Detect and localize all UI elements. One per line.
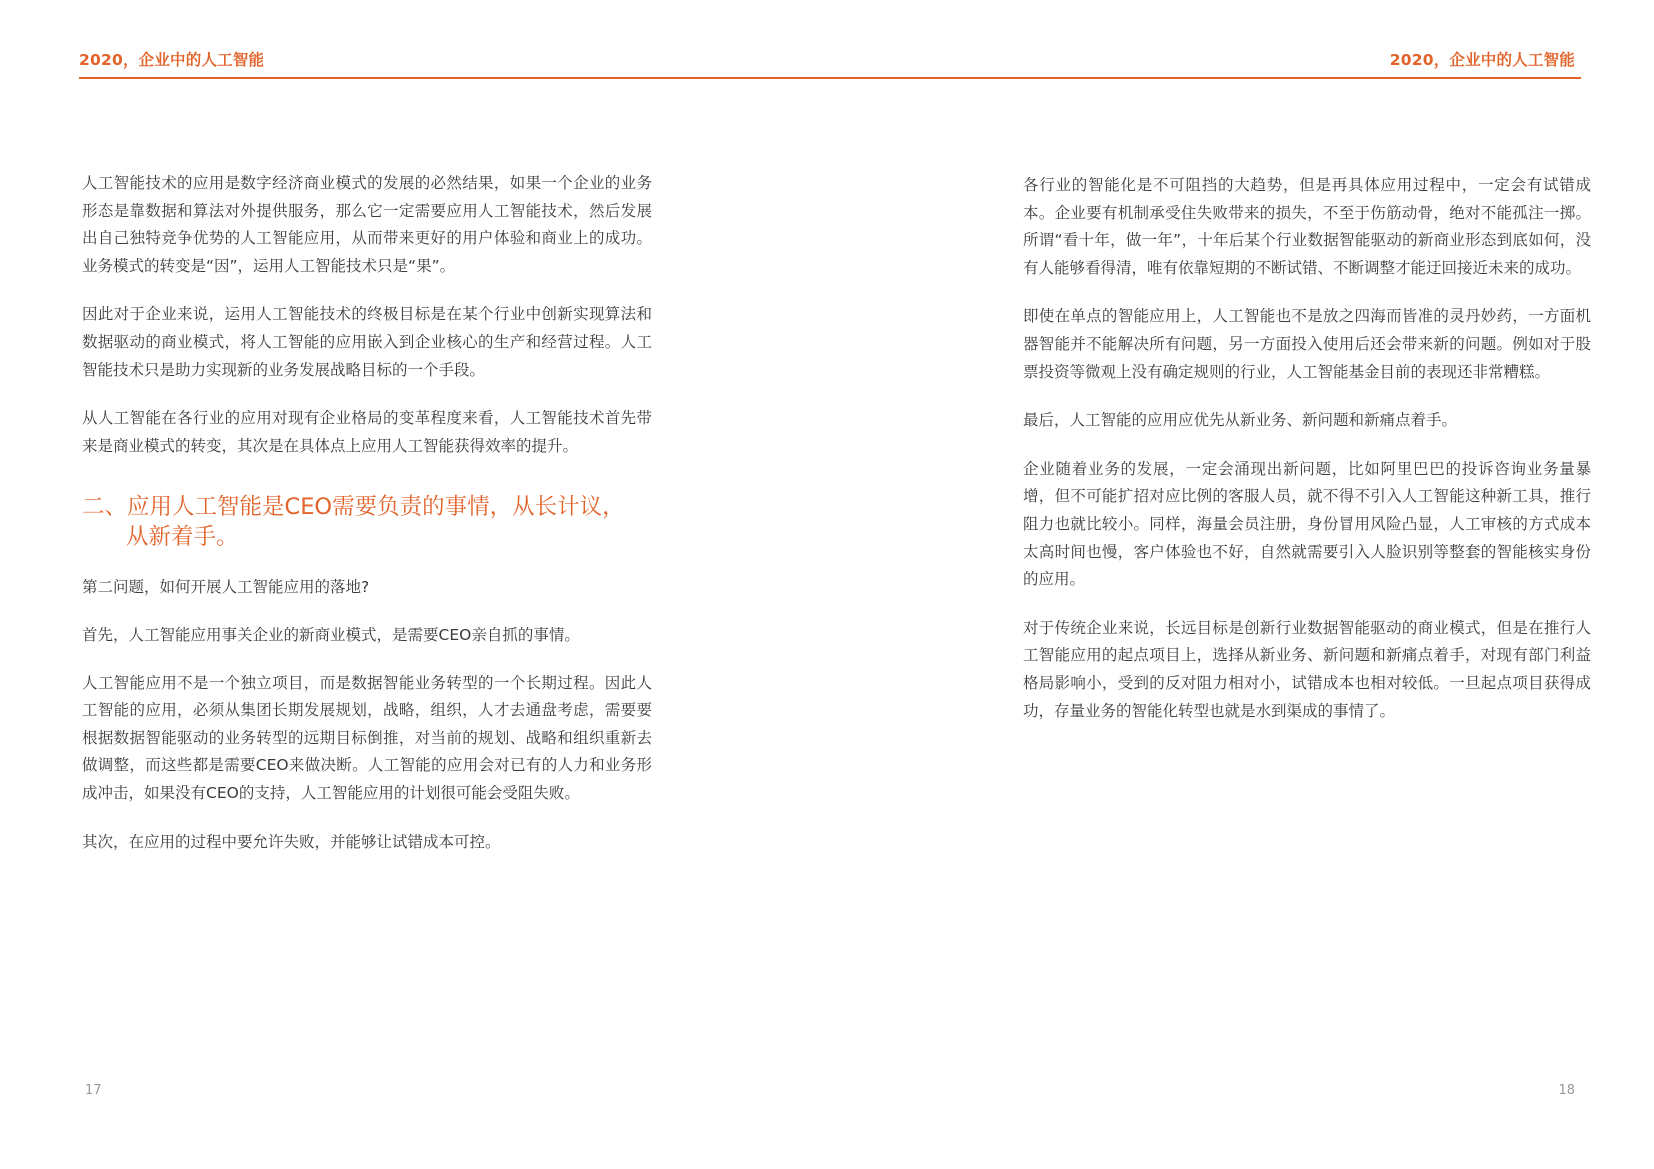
running-header-right: 2020，企业中的人工智能 <box>1389 51 1575 69</box>
paragraph: 首先，人工智能应用事关企业的新商业模式，是需要CEO亲自抓的事情。 <box>82 625 580 644</box>
paragraph: 各行业的智能化是不可阻挡的大趋势，但是再具体应用过程中，一定会有试错成本。企业要有机制承受住失败带来的损失，不至于伤筋动骨，绝对不能孤注一掷。所谓“看十年，做一年”，十年后某个行业数据智能驱动的新商业形态到底如何，没有人能够看得清，唯有依靠短期的不断试错、不断调整才能迂回接近未来的成功。 <box>1023 176 1591 277</box>
paragraph: 因此对于企业来说，运用人工智能技术的终极目标是在某个行业中创新实现算法和数据驱动的商业模式，将人工智能的应用嵌入到企业核心的生产和经营过程。人工智能技术只是助力实现新的业务发展战略目标的一个手段。 <box>82 305 652 379</box>
section-heading-line-1: 二、应用人工智能是CEO需要负责的事情，从长计议， <box>82 494 625 521</box>
paragraph: 第二问题，如何开展人工智能应用的落地? <box>82 578 370 597</box>
page-number-left: 17 <box>85 1083 102 1098</box>
paragraph: 企业随着业务的发展，一定会涌现出新问题，比如阿里巴巴的投诉咨询业务量暴增，但不可能扩招对应比例的客服人员，就不得不引入人工智能这种新工具，推行阻力也就比较小。同样，海量会员注册，身份冒用风险凸显，人工审核的方式成本太高时间也慢，客户体验也不好，自然就需要引入人脸识别等整套的智能核实身份的应用。 <box>1023 459 1591 589</box>
paragraph: 其次，在应用的过程中要允许失败，并能够让试错成本可控。 <box>82 832 501 851</box>
paragraph: 人工智能应用不是一个独立项目，而是数据智能业务转型的一个长期过程。因此人工智能的应用，必须从集团长期发展规划，战略，组织，人才去通盘考虑，需要要根据数据智能驱动的业务转型的远期目标倒推，对当前的规划、战略和组织重新去做调整，而这些都是需要CEO来做决断。人工智能的应用会对已有的人力和业务形成冲击，如果没有CEO的支持，人工智能应用的计划很可能会受阻失败。 <box>82 673 652 802</box>
section-heading <box>82 492 652 552</box>
paragraph: 人工智能技术的应用是数字经济商业模式的发展的必然结果，如果一个企业的业务形态是靠数据和算法对外提供服务，那么它一定需要应用人工智能技术，然后发展出自己独特竞争优势的人工智能应用，从而带来更好的用户体验和商业上的成功。业务模式的转变是“因”，运用人工智能技术只是“果”。 <box>82 174 652 275</box>
right-page-column <box>1023 172 1591 746</box>
running-header-left: 2020，企业中的人工智能 <box>79 51 265 69</box>
paragraph: 对于传统企业来说，长远目标是创新行业数据智能驱动的商业模式，但是在推行人工智能应用的起点项目上，选择从新业务、新问题和新痛点着手，对现有部门利益格局影响小，受到的反对阻力相对小，试错成本也相对较低。一旦起点项目获得成功，存量业务的智能化转型也就是水到渠成的事情了。 <box>1023 618 1591 720</box>
left-page-column <box>82 170 652 877</box>
page-number-right: 18 <box>1558 1083 1575 1098</box>
header-rule <box>79 77 1581 79</box>
section-heading-line-2: 从新着手。 <box>126 524 239 551</box>
paragraph: 从人工智能在各行业的应用对现有企业格局的变革程度来看，人工智能技术首先带来是商业模式的转变，其次是在具体点上应用人工智能获得效率的提升。 <box>82 409 652 455</box>
paragraph: 即使在单点的智能应用上，人工智能也不是放之四海而皆准的灵丹妙药，一方面机器智能并不能解决所有问题，另一方面投入使用后还会带来新的问题。例如对于股票投资等微观上没有确定规则的行业，人工智能基金目前的表现还非常糟糕。 <box>1023 307 1591 381</box>
paragraph: 最后，人工智能的应用应优先从新业务、新问题和新痛点着手。 <box>1023 411 1458 430</box>
